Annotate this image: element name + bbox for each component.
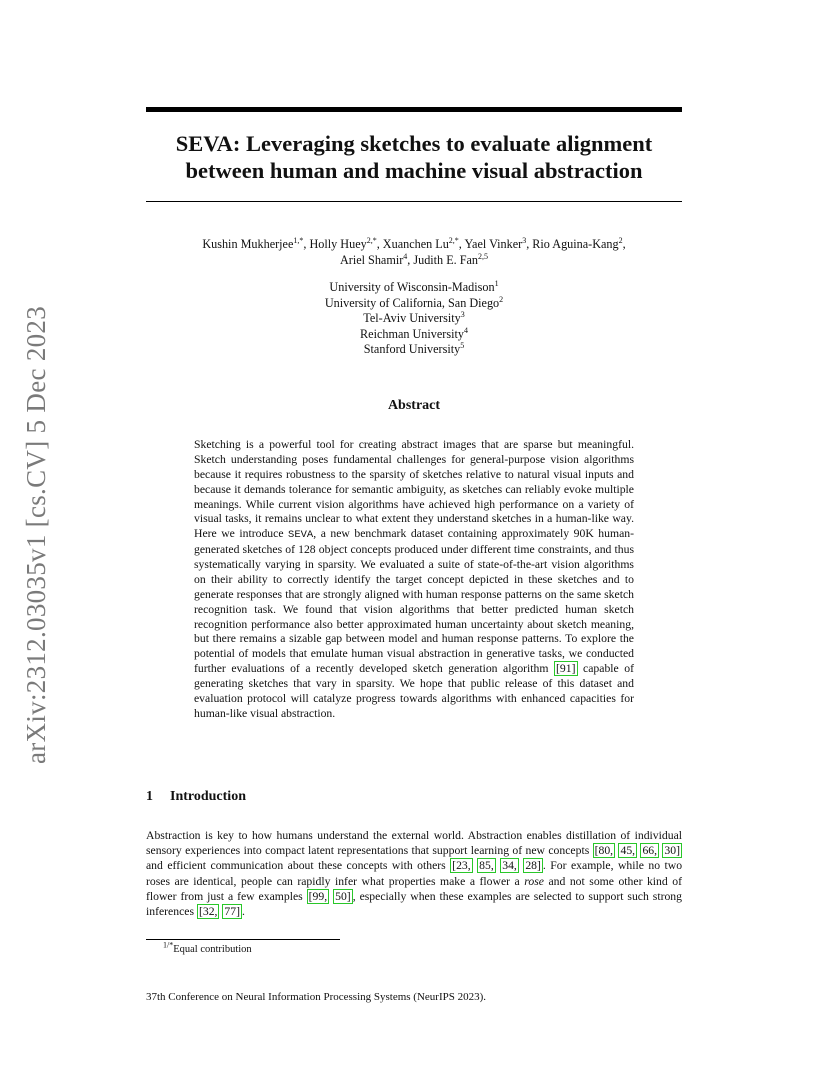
paper-title [146, 130, 682, 184]
author-affil-mark: 2,5 [478, 251, 489, 261]
author-name: Xuanchen Lu [382, 237, 449, 251]
abstract-text: , a new benchmark dataset containing approximately 90K human-generated sketches of 128 object concepts produced under different time constraints, and thus systematically varying in sparsity. We evaluated a suite of state-of-the-art vision algorithms on their ability to correctly identify the target concept depicted in these sketches and to generate responses that are strongly aligned with human response patterns on the same sketch recognition task. We found that vision algorithms that better predicted human sketch recognition performance also better approximated human uncertainty about sketch meaning, but there remains a sizable gap between model and human response patterns. To explore the potential of models that emulate human visual abstraction in generative tasks, we conducted further evaluations of a recently developed sketch generation algorithm [194, 527, 634, 676]
emphasis-rose: rose [524, 874, 544, 888]
affiliation-name: University of California, San Diego [324, 295, 500, 310]
affiliation-mark: 2 [499, 294, 504, 304]
citation-link[interactable]: 30] [664, 844, 680, 858]
author-list: Kushin Mukherjee$^{1,*}$, Holly Huey$^{2,*}$, Xuanchen $Lu^{2,*}$, Yael Vinker$^3$, Rio Aguina-Kang$^2$, Ariel Shamir$^4$, Judith E. Fan$^{2,5}$ [202, 235, 626, 267]
affiliation-item [146, 327, 682, 343]
intro-text: and not some other kind of flower from just a few examples [146, 874, 682, 903]
author-name: Kushin Mukherjee [202, 237, 294, 251]
author-affil-mark: 2,* [448, 235, 459, 245]
section-title: Introduction [170, 789, 246, 804]
affiliation-item [146, 296, 682, 312]
citation-link[interactable]: [99, [308, 889, 328, 903]
author-name: Yael Vinker [464, 237, 523, 251]
dataset-name: SEVA [288, 529, 314, 542]
footnote-rule [146, 939, 340, 940]
abstract-body [194, 438, 634, 722]
abstract-text: capable of generating sketches that vary in sparsity. We hope that public release of this dataset and evaluation protocol will catalyze progress towards algorithms with enhanced capacities for human-like visual abstraction. [194, 662, 634, 720]
abstract-text: Sketching is a powerful tool for creating abstract images that are sparse but meaningful. Sketch understanding poses fundamental challenges for general-purpose vision algorithms because it requires robustness to the sparsity of sketches relative to natural visual inputs and because it demands tolerance for semantic ambiguity, as sketches can reliably evoke multiple meanings. While current vision algorithms have achieved high performance on a variety of visual tasks, it remains unclear to what extent they understand sketches in a human-like way. Here we introduce [194, 438, 634, 541]
author-affil-mark: 2 [618, 235, 623, 245]
intro-text: Abstraction is key to how humans understand the external world. Abstraction enables distillation of individual sensory experiences into compact latent representations that support learning of new concepts [146, 829, 682, 858]
affiliation-name: Tel-Aviv University [363, 311, 461, 325]
footnote-text: Equal contribution [173, 944, 252, 955]
title-top-rule [146, 107, 682, 112]
author-affil-mark: 4 [403, 251, 408, 261]
citation-link[interactable]: [32, [198, 905, 218, 919]
citation-link[interactable]: 50] [335, 889, 351, 903]
citation-link[interactable]: 45, [620, 844, 636, 858]
citation-link[interactable]: [80, [594, 844, 614, 858]
affiliation-mark: 1 [494, 278, 499, 288]
footnote-mark: 1/* [163, 940, 174, 950]
affiliation-list [146, 280, 682, 358]
affiliation-mark: 4 [463, 325, 468, 335]
title-line-1: SEVA: Leveraging sketches to evaluate alignment [175, 131, 653, 156]
affiliation-mark: 3 [460, 309, 465, 319]
affiliation-name: University of Wisconsin-Madison [329, 280, 495, 294]
arxiv-stamp: arXiv:2312.03035v1 [cs.CV] 5 Dec 2023 [21, 305, 51, 764]
section-heading [146, 789, 682, 805]
citation-link[interactable]: 34, [502, 859, 517, 873]
title-line-2: between human and machine visual abstraction [185, 158, 643, 183]
citation-link[interactable]: 85, [479, 859, 494, 873]
affiliation-item [146, 311, 682, 327]
author-affil-mark: 2,* [366, 235, 377, 245]
footnote [163, 940, 663, 955]
author-affil-mark: 1,* [293, 235, 304, 245]
affiliation-item [146, 342, 682, 358]
citation-link[interactable]: [23, [452, 859, 471, 873]
citation-link[interactable]: [91] [556, 662, 576, 676]
intro-paragraph [146, 828, 682, 919]
author-name: Ariel Shamir [339, 253, 404, 267]
intro-text: . For example, while no two roses are identical, people can rapidly infer what properties make a flower a [146, 859, 683, 888]
citation-link[interactable]: 28] [525, 859, 541, 873]
abstract-heading: Abstract [387, 398, 441, 413]
affiliation-mark: 5 [460, 340, 465, 350]
affiliation-name: Stanford University [363, 342, 461, 356]
author-name: Judith E. Fan [413, 253, 479, 267]
citation-link[interactable]: 77] [224, 905, 240, 919]
section-number: 1 [146, 789, 153, 804]
author-name: Holly Huey [309, 237, 367, 251]
intro-text: . [241, 905, 245, 919]
conference-note: 37th Conference on Neural Information Processing Systems (NeurIPS 2023). [146, 991, 487, 1003]
intro-text: and efficient communication about these concepts with others [146, 859, 451, 873]
affiliation-name: Reichman University [360, 326, 464, 341]
intro-text: , especially when these examples are selected to support such strong inferences [146, 889, 682, 919]
author-affil-mark: 3 [522, 235, 527, 245]
affiliation-item [146, 280, 682, 296]
title-bottom-rule [146, 201, 682, 202]
citation-link[interactable]: 66, [642, 844, 658, 858]
author-name: Rio Aguina-Kang [532, 237, 619, 251]
